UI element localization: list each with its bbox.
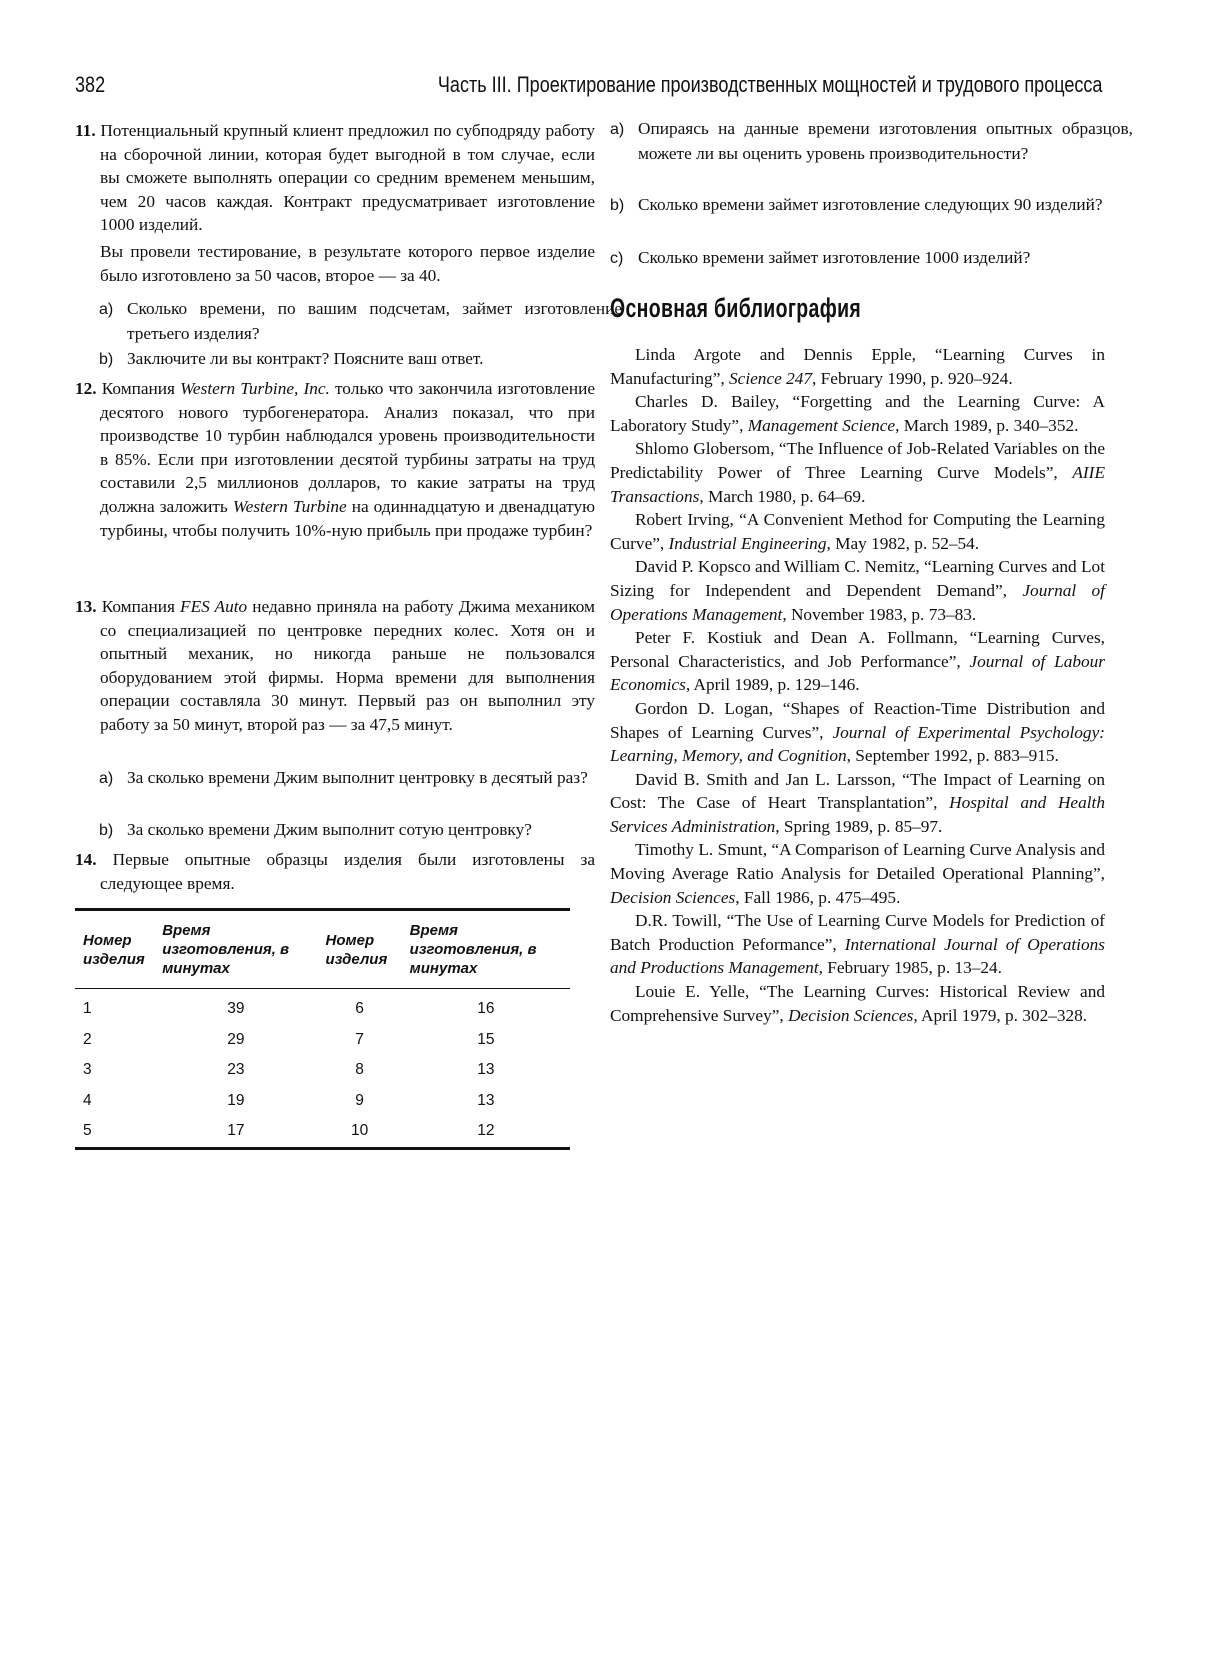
- entry-text: , February 1990, p. 920–924.: [812, 368, 1013, 388]
- entry-text: , Spring 1989, p. 85–97.: [775, 816, 943, 836]
- table-cell: 13: [477, 1091, 495, 1109]
- table-row: [75, 989, 570, 1025]
- bibliography-entry: [610, 555, 1105, 626]
- bibliography-heading: Основная библиография: [610, 293, 862, 323]
- bibliography-entry: [610, 437, 1105, 508]
- table-cell: 8: [355, 1061, 364, 1079]
- entry-text: , May 1982, p. 52–54.: [826, 533, 980, 553]
- problem-number: 11.: [75, 121, 96, 140]
- column-header: Время изготовления, в минутах: [409, 922, 537, 977]
- table-cell: 12: [477, 1122, 495, 1140]
- problem-13: 13. Компания FES Auto недавно приняла на работу Джима механиком со специализацией по центровке передних колес. Хотя он и опытный механик, но никогда раньше не пользовался оборудованием этой фирмы. Норма времени для выполнения операции составляла 30 минут. Первый раз он выполнил эту работу за 50 минут, второй раз — за 47,5 минут.: [75, 597, 595, 734]
- entry-text: Charles D. Bailey, “Forgetting and the Learning Curve: A Laboratory Study”,: [610, 392, 1105, 435]
- problem-11-test: Вы провели тестирование, в результате которого первое изделие было изготовлено за 50 часов, второе — за 40.: [100, 242, 595, 285]
- table-cell: 15: [477, 1030, 495, 1048]
- table-cell: 2: [83, 1030, 92, 1048]
- table-cell: 4: [83, 1091, 92, 1109]
- bibliography-entry: [610, 768, 1105, 839]
- problem-13-b: b) За сколько времени Джим выполнит сотую центровку?: [99, 820, 532, 839]
- entry-text: , February 1985, p. 13–24.: [818, 958, 1002, 978]
- entry-text: Linda Argote and Dennis Epple, “Learning Curves in Manufacturing”,: [610, 345, 1105, 388]
- problem-14-a: a) Опираясь на данные времени изготовления опытных образцов, можете ли вы оценить уровень производительности?: [610, 119, 1133, 163]
- table-row: [75, 1086, 570, 1117]
- entry-text: Louie E. Yelle, “The Learning Curves: Historical Review and Comprehensive Survey”,: [610, 982, 1105, 1025]
- entry-text: , April 1979, p. 302–328.: [913, 1005, 1088, 1025]
- publication-title: Journal of Experimental Psychology: Learning, Memory, and Cognition: [610, 722, 1105, 766]
- entry-text: Robert Irving, “A Convenient Method for Computing the Learning Curve”,: [610, 510, 1105, 553]
- table-cell: 5: [83, 1122, 92, 1140]
- bibliography-entry: [610, 508, 1105, 555]
- publication-title: AIIE Transactions: [610, 462, 1105, 506]
- bibliography-entry: [610, 626, 1105, 697]
- page-number: 382: [75, 72, 106, 97]
- table-row: [75, 1116, 570, 1148]
- problem-14-c: c) Сколько времени займет изготовление 1000 изделий?: [610, 248, 1031, 267]
- entry-text: , September 1992, p. 883–915.: [846, 746, 1059, 766]
- publication-title: International Journal of Operations and Productions Management: [610, 934, 1105, 978]
- entry-text: Peter F. Kostiuk and Dean A. Follmann, “Learning Curves, Personal Characteristics, and Job Performance”,: [610, 628, 1105, 671]
- bibliography-entry: [610, 343, 1105, 390]
- column-header: Номер изделия: [325, 931, 388, 968]
- table-cell: 17: [227, 1122, 245, 1140]
- table-header-row: [75, 910, 570, 989]
- table-cell: 19: [227, 1091, 245, 1109]
- entry-text: , Fall 1986, p. 475–495.: [735, 887, 901, 907]
- publication-title: Decision Sciences: [788, 1005, 914, 1025]
- publication-title: Management Science: [747, 415, 896, 435]
- entry-text: , November 1983, p. 73–83.: [782, 604, 977, 624]
- problem-13-a: a) За сколько времени Джим выполнит центровку в десятый раз?: [99, 768, 588, 787]
- table-cell: 39: [227, 1000, 245, 1018]
- production-time-table: [75, 908, 570, 1150]
- problem-12: 12. Компания Western Turbine, Inc. только что закончила изготовление десятого нового турбогенератора. Анализ показал, что при производстве 10 турбин наблюдался уровень производительности в 85%. Если при изготовлении десятой турбины затраты на труд составили 2,5 миллионов долларов, то какие затраты на труд должна заложить Western Turbine на одиннадцатую и двенадцатую турбины, чтобы получить 10%-ную прибыль при продаже турбин?: [75, 379, 596, 540]
- publication-title: Science 247: [729, 368, 813, 388]
- column-header: Время изготовления, в минутах: [162, 922, 290, 977]
- publication-title: Journal of Labour Economics: [610, 651, 1105, 695]
- entry-text: , March 1989, p. 340–352.: [895, 415, 1079, 435]
- running-title: Часть III. Проектирование производственных мощностей и трудового процесса: [437, 72, 1102, 97]
- column-header: Номер изделия: [83, 931, 145, 968]
- table-cell: 10: [350, 1122, 369, 1140]
- company-name: FES Auto: [180, 597, 248, 616]
- table-cell: 29: [227, 1030, 245, 1048]
- entry-text: Gordon D. Logan, “Shapes of Reaction-Time Distribution and Shapes of Learning Curves”,: [610, 698, 1105, 742]
- problem-11-b: b) Заключите ли вы контракт? Поясните ваш ответ.: [99, 349, 484, 368]
- problem-14-b: b) Сколько времени займет изготовление следующих 90 изделий?: [610, 195, 1103, 214]
- bibliography-entry: [610, 909, 1105, 980]
- company-name: Western Turbine, Inc.: [180, 379, 330, 398]
- publication-title: Journal of Operations Management: [610, 580, 1105, 624]
- entry-text: David B. Smith and Jan L. Larsson, “The Impact of Learning on Cost: The Case of Heart Transplantation”,: [610, 769, 1105, 813]
- table-cell: 9: [355, 1091, 364, 1109]
- table-cell: 16: [477, 1000, 495, 1018]
- entry-text: D.R. Towill, “The Use of Learning Curve Models for Prediction of Batch Production Peformance”,: [610, 911, 1105, 954]
- table-cell: 7: [355, 1030, 364, 1048]
- entry-text: David P. Kopsco and William C. Nemitz, “Learning Curves and Lot Sizing for Independent and Dependent Demand”,: [610, 557, 1105, 600]
- entry-text: , April 1989, p. 129–146.: [685, 675, 860, 695]
- problem-11-a: a) Сколько времени, по вашим подсчетам, займет изготовление третьего изделия?: [99, 299, 622, 343]
- company-name: Western Turbine: [232, 496, 347, 516]
- publication-title: Industrial Engineering: [668, 533, 827, 553]
- bibliography-entry: [610, 980, 1105, 1027]
- publication-title: Hospital and Health Services Administration: [610, 793, 1105, 836]
- table-row: [75, 1055, 570, 1086]
- table-cell: 1: [83, 1000, 92, 1018]
- problem-text: Потенциальный крупный клиент предложил по субподряду работу на сборочной линии, которая будет выгодной в том случае, если вы сможете выполнять операции со средним временем меньшим, чем 20 часов каждая. Контракт предусматривает изготовление 1000 изделий.: [100, 121, 595, 235]
- publication-title: Decision Sciences: [610, 887, 736, 907]
- table-cell: 3: [83, 1061, 92, 1079]
- bibliography-entry: [610, 390, 1105, 437]
- entry-text: , March 1980, p. 64–69.: [699, 486, 866, 506]
- table-row: [75, 1025, 570, 1056]
- bibliography-entry: [610, 697, 1105, 768]
- table-cell: 13: [477, 1061, 495, 1079]
- entry-text: Timothy L. Smunt, “A Comparison of Learning Curve Analysis and Moving Average Ratio Analysis for Detailed Operational Planning”,: [610, 840, 1105, 884]
- problem-11: [75, 119, 595, 237]
- problem-14: 14. Первые опытные образцы изделия были изготовлены за следующее время.: [75, 850, 595, 893]
- bibliography-list: [610, 343, 1105, 1027]
- table-cell: 6: [355, 1000, 364, 1018]
- entry-text: Shlomo Globersom, “The Influence of Job-Related Variables on the Predictability Power of Three Learning Curve Models”,: [610, 439, 1105, 482]
- bibliography-entry: [610, 838, 1105, 909]
- table-cell: 23: [227, 1061, 245, 1079]
